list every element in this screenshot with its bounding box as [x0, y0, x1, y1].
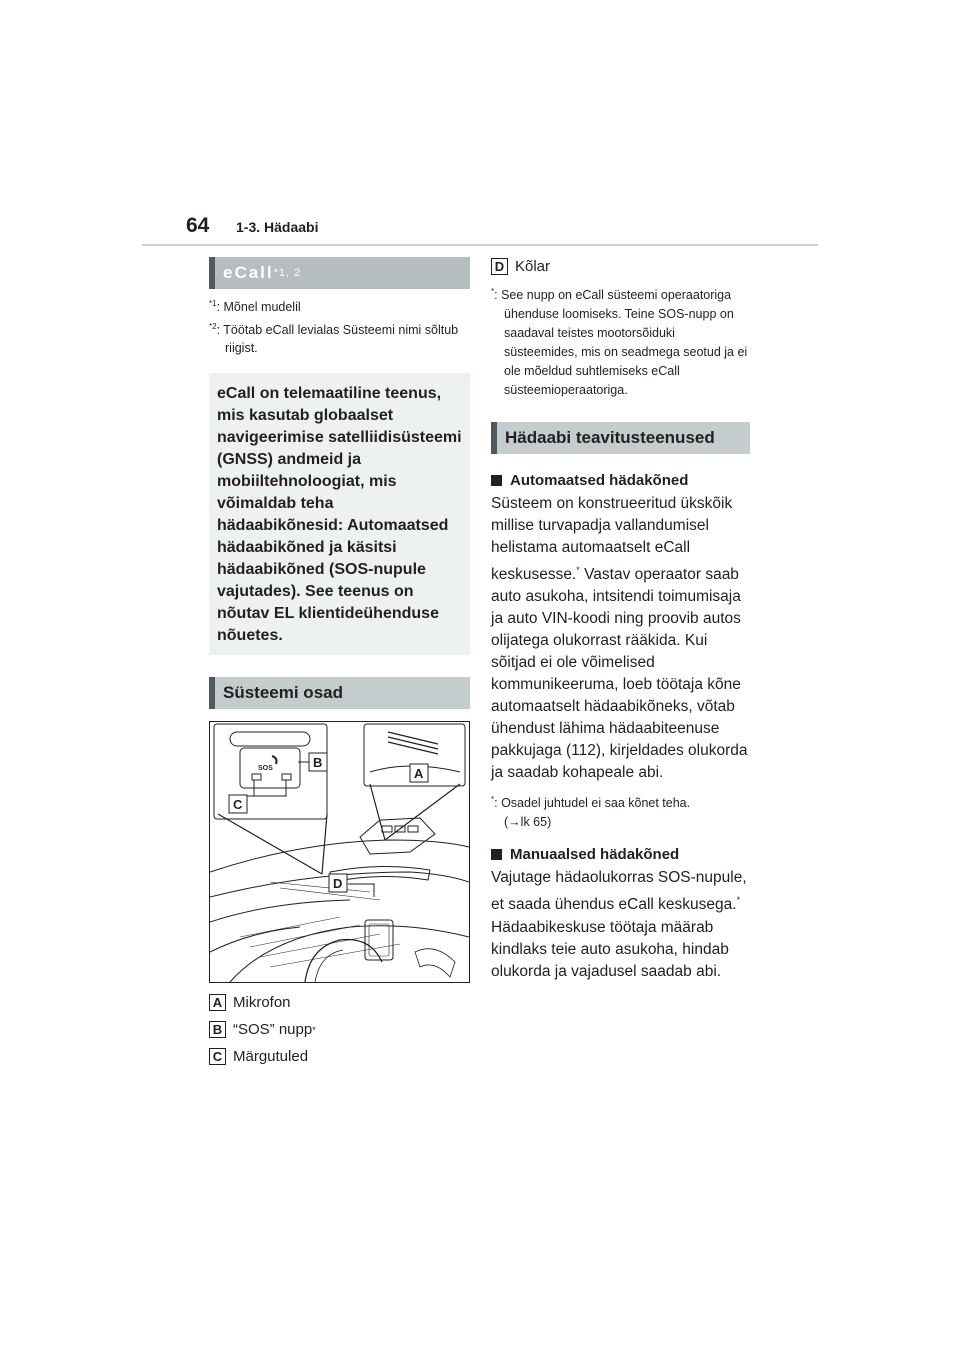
- sos-button-footnote: *: See nupp on eCall süsteemi operaatoriga ühenduse loomiseks. Teine SOS-nupp on saadaval teistes mootorsõiduki süsteemides, mis on seadmega seotud ja ei ole mõeldud suhtlemiseks eCall süsteemioperaatoriga.: [491, 287, 748, 398]
- legend-sup-b: *: [312, 1024, 316, 1035]
- manual-calls-heading: Manuaalsed hädakõned: [491, 846, 750, 863]
- chapter-title: 1-3. Hädaabi: [236, 219, 319, 235]
- callout-d: D: [333, 876, 343, 892]
- auto-calls-text: Süsteem on konstrueeritud ükskõik millise turvapadja vallandumisel helistama automaatselt eCall keskusesse.* Vastav operaator saab auto asukoha, intsitendi toimumisaja ja auto VIN-koodi ning proovib autos olijatega olukorrast rääkida. Kui sõitjad ei ole võimelised kommunikeeruma, loeb töötaja kõne automaatselt hädaabikõneks, võtab ühendust lähima hädaabiteenuse pakkujaga (112), kirjeldades olukorda ja saadab kohapeale abi.: [491, 495, 748, 782]
- section-title: Süsteemi osad: [223, 683, 343, 703]
- legend-item-b: [209, 1020, 470, 1039]
- page-reference: (→lk 65): [504, 815, 552, 830]
- footnote-2: $^{*2}$: Töötab eCall levialas Süsteemi nimi sõltub riigist.: [209, 322, 459, 356]
- legend-text-c: Märgutuled: [233, 1048, 309, 1066]
- bullet-square-icon: [491, 475, 502, 486]
- header-divider: [142, 244, 818, 246]
- page-number: 64: [186, 214, 210, 237]
- callout-c: C: [233, 797, 243, 813]
- legend-text-d: Kõlar: [515, 258, 551, 275]
- legend-item-c: [209, 1047, 470, 1066]
- auto-calls-heading: Automaatsed hädakõned: [491, 472, 750, 489]
- ecall-info-box: eCall on telemaatiline teenus, mis kasutab globaalset navigeerimise satelliidisüsteemi (GNSS) andmeid ja mobiiltehnoloogiat, mis võimaldab teha hädaabikõnesid: Automaatsed hädaabikõned ja käsitsi hädaabikõned (SOS-nupule vajutades). See teenus on nõutav EL klientideühenduse nõuetes.: [209, 373, 470, 655]
- left-column: [209, 257, 470, 1066]
- legend-letter-b: B: [209, 1021, 226, 1038]
- auto-calls-footnote: *: Osadel juhtudel ei saa kõnet teha. (→lk 65): [491, 795, 691, 830]
- legend-text-a: Mikrofon: [233, 994, 291, 1012]
- callout-a: A: [414, 766, 424, 782]
- dashboard-illustration: [210, 722, 469, 982]
- manual-calls-text: Vajutage hädaolukorras SOS-nupule, et saada ühendus eCall keskusega.* Hädaabikeskuse töötaja määrab kindlaks teie auto asukoha, hindab olukorda ja vajadusel saadab abi.: [491, 869, 747, 980]
- legend-text-b: “SOS” nupp: [233, 1021, 313, 1039]
- footnote-1: $^{*1}$: Mõnel mudelil: [209, 299, 301, 315]
- sos-label: SOS: [258, 765, 273, 773]
- section-title-emergency: Hädaabi teavitusteenused: [505, 428, 715, 448]
- legend-letter-c: C: [209, 1048, 226, 1065]
- legend-item-d: [491, 257, 750, 276]
- right-column: [491, 257, 750, 983]
- ecall-title: eCall: [223, 263, 274, 282]
- section-band-system-parts: [209, 677, 470, 709]
- ecall-title-sup: *1, 2: [273, 267, 302, 279]
- system-parts-illustration: [209, 721, 470, 983]
- legend-letter-d: D: [491, 258, 508, 275]
- legend-item-a: [209, 993, 470, 1012]
- callout-b: B: [313, 755, 323, 771]
- ecall-title-band: [209, 257, 470, 289]
- legend-letter-a: A: [209, 994, 226, 1011]
- bullet-square-icon: [491, 849, 502, 860]
- section-band-emergency-services: [491, 422, 750, 454]
